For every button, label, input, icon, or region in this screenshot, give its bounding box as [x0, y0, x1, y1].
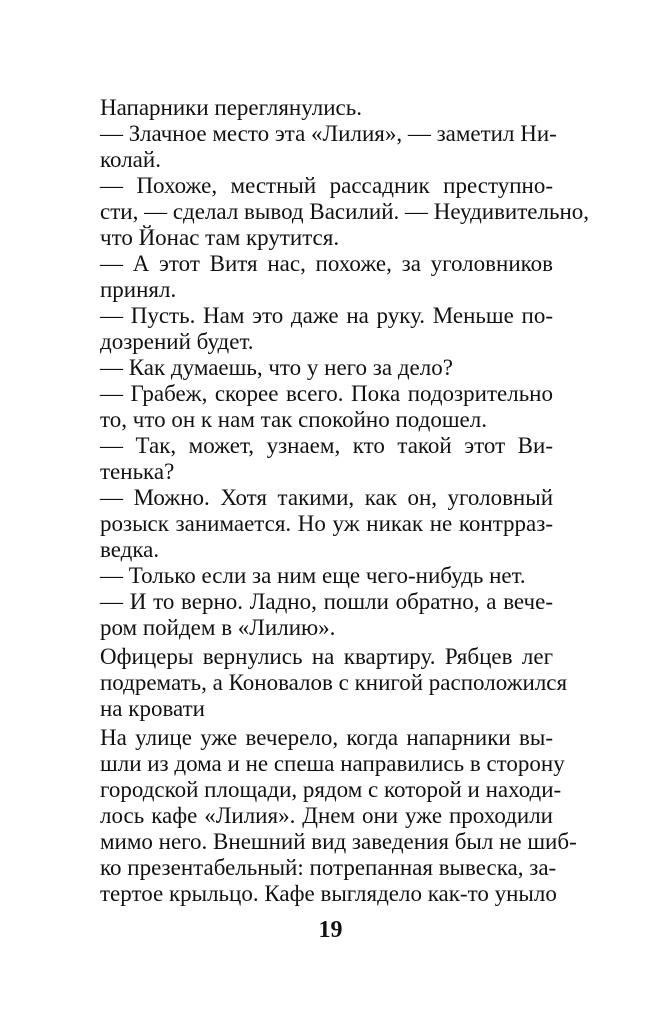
text-line: — Можно. Хотя такими, как он, уголовный	[100, 485, 553, 510]
text-line: мимо него. Внешний вид заведения был не шиб-	[100, 829, 577, 854]
text-line: лось кафе «Лилия». Днем они уже проходили	[100, 803, 553, 828]
text-line: колай.	[100, 147, 161, 172]
text-line: тенька?	[100, 459, 175, 484]
text-line: ром пойдем в «Лилию».	[100, 615, 336, 640]
text-line: — Похоже, местный рассадник преступно-	[100, 173, 553, 198]
text-line: подремать, а Коновалов с книгой расположился	[100, 670, 568, 695]
text-line: ведка.	[100, 537, 160, 562]
text-line: — И то верно. Ладно, пошли обратно, а вече-	[100, 589, 553, 614]
body-text	[100, 95, 590, 907]
text-line: — Как думаешь, что у него за дело?	[100, 355, 453, 380]
text-line: — Так, может, узнаем, кто такой этот Ви-	[100, 433, 553, 458]
text-line: городской площади, рядом с которой и находи-	[100, 777, 562, 802]
text-line: — Злачное место эта «Лилия», — заметил Ни-	[100, 121, 557, 146]
text-line: тертое крыльцо. Кафе выглядело как-то уныло	[100, 881, 557, 906]
text-line: Офицеры вернулись на квартиру. Рябцев лег	[100, 644, 553, 669]
text-line: принял.	[100, 277, 177, 302]
text-line: то, что он к нам так спокойно подошел.	[100, 407, 487, 432]
text-line: На улице уже вечерело, когда напарники вы-	[100, 725, 553, 750]
text-line: розыск занимается. Но уж никак не контрраз-	[100, 511, 553, 536]
text-line: — Только если за ним еще чего-нибудь нет.	[100, 563, 526, 588]
text-line: — А этот Витя нас, похоже, за уголовников	[100, 251, 553, 276]
text-line: шли из дома и не спеша направились в сторону	[100, 751, 565, 776]
text-line: ко презентабельный: потрепанная вывеска, за-	[100, 855, 557, 880]
text-line: дозрений будет.	[100, 329, 254, 354]
text-line: что Йонас там крутится.	[100, 225, 340, 250]
text-line: Напарники переглянулись.	[100, 95, 362, 120]
text-line: на кровати	[100, 696, 205, 721]
text-line: сти, — сделал вывод Василий. — Неудивительно,	[100, 199, 590, 224]
text-line: — Пусть. Нам это даже на руку. Меньше по-	[100, 303, 553, 328]
text-line: — Грабеж, скорее всего. Пока подозрительно	[100, 381, 553, 406]
page-number: 19	[318, 917, 343, 943]
